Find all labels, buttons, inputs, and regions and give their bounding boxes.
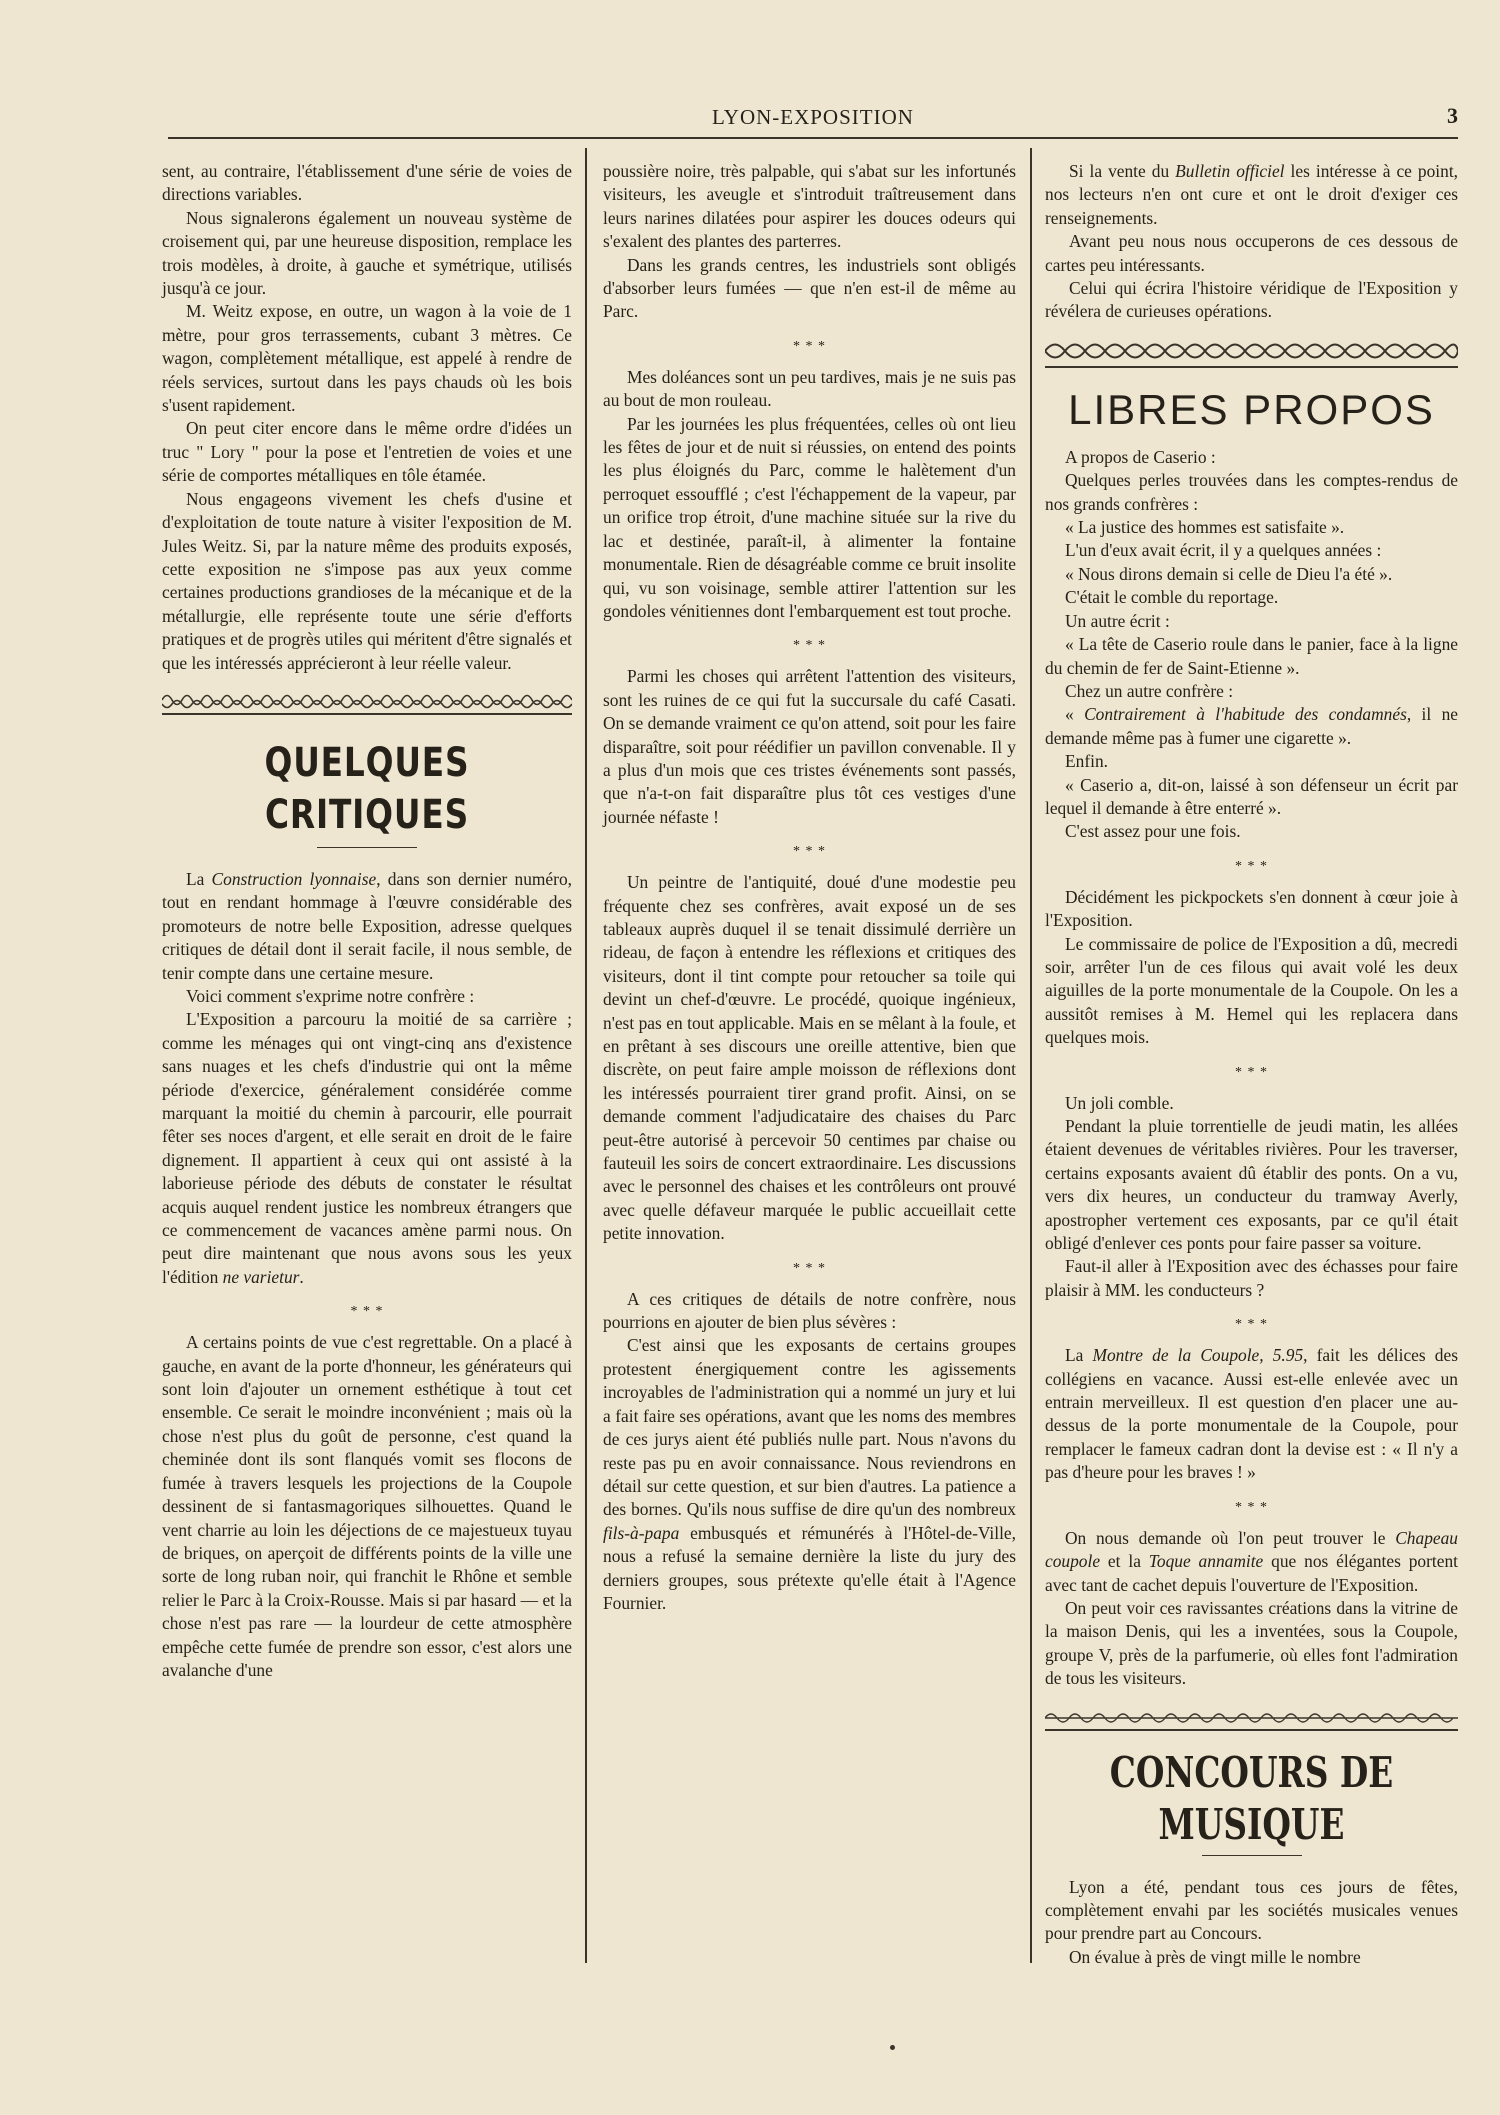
paragraph: A ces critiques de détails de notre confrère, nous pourrions en ajouter de bien plus sévères : (603, 1288, 1016, 1333)
paragraph: Le commissaire de police de l'Exposition a dû, mecredi soir, arrêter l'un de ces filous qui avait volé les deux aiguilles de la porte monumentale de la Coupole. On les a aussitôt remises à M. Hemel qui les replacera dans quelques mois. (1045, 933, 1458, 1048)
asterism: * * * (793, 338, 826, 354)
paragraph: On nous demande où l'on peut trouver le Chapeau coupole et la Toque annamite que nos élégantes portent avec tant de cachet depuis l'ouverture de l'Exposition. (1045, 1527, 1458, 1595)
section-title-concours-de-musique: CONCOURS DE MUSIQUE (1109, 1747, 1394, 1849)
paragraph: Nous engageons vivement les chefs d'usine et d'exploitation de toute nature à visiter l'exposition de M. Jules Weitz. Si, par la nature même des produits exposés, cette exposition ne s'impose pas aux yeux comme certaines productions grandioses de la mécanique et de la métallurgie, elle représente toute une série d'efforts pratiques et de progrès utiles qui méritent d'être signalés et que les intéressés apprécieront à leur réelle valeur. (162, 488, 572, 673)
paragraph: Un peintre de l'antiquité, doué d'une modestie peu fréquente chez ses confrères, avait exposé un de ses tableaux auprès duquel il se tenait dissimulé derrière un rideau, de façon à entendre les réflexions et critiques des visiteurs, dont il tint compte pour retoucher sa toile qui devint un chef-d'œuvre. Le procédé, quoique ingénieux, n'est pas en tout applicable. Mais en se mêlant à la foule, et en prêtant à ses discours une oreille attentive, bien que discrète, on peut faire ample moisson de réflexions dont les intéressés pourraient tirer grand profit. Ainsi, on se demande comment l'adjudicataire des chaises du Parc peut-être autorisé à percevoir 50 centimes par chaise ou fauteuil les soirs de concert extraordinaire. Les discussions avec le personnel des chaises et les contrôleurs ont prouvé avec quelle défaveur marquée le public accueillait cette petite innovation. (603, 872, 1016, 1244)
paragraph: « La justice des hommes est satisfaite ». (1065, 517, 1345, 538)
paragraph: On évalue à près de vingt mille le nombre (1069, 1946, 1361, 1967)
paragraph: A certains points de vue c'est regrettable. On a placé à gauche, en avant de la porte d'honneur, les générateurs qui sont loin d'ajouter un ornement esthétique à tout cet ensemble. Ce serait le moindre inconvénient ; mais où la chose n'est plus du goût de personne, c'est quand la cheminée dont ils sont flanqués vomit ses flocons de fumée à travers lesquels les projections de la Coupole dessinent de si fantasmagoriques silhouettes. Quand le vent charrie au loin les déjections de ce majestueux tuyau de briques, on aperçoit de différents points de la ville une sorte de long ruban noir, qui franchit le Rhône et semble relier le Parc à la Croix-Rousse. Mais si par hasard — et la chose n'est pas rare — la lourdeur de cette atmosphère empêche cette fumée de prendre son essor, c'est alors une avalanche d'une (162, 1332, 572, 1680)
column-2 (603, 160, 1016, 1615)
paragraph: La Montre de la Coupole, 5.95, fait les délices des collégiens en vacance. Aussi est-elle enlevée avec un entrain merveilleux. Il est question d'en placer une au-dessus de la porte monumentale de la Coupole, pour remplacer le fameux cadran dont la devise est : « Il n'y a pas d'heure pour les braves ! » (1045, 1345, 1458, 1483)
ornament-divider (1045, 1709, 1458, 1731)
paragraph: Quelques perles trouvées dans les comptes-rendus de nos grands confrères : (1045, 470, 1458, 514)
column-3 (1045, 160, 1458, 1969)
paragraph: Par les journées les plus fréquentées, celles où ont lieu les fêtes de jour et de nuit si réussies, on entend des points les plus éloignés du Parc, comme le halètement d'un perroquet essoufflé ; c'est l'échappement de la vapeur, par un orifice trop étroit, d'une machine située sur la rive du lac et destinée, paraît-il, à alimenter la fontaine monumentale. Rien de désagréable comme ce bruit insolite qui, vu son voisinage, semble attirer l'attention sur les gondoles vénitiennes dont l'embarquement est tout proche. (603, 413, 1016, 621)
paragraph: La Construction lyonnaise, dans son dernier numéro, tout en rendant hommage à l'œuvre considérable des promoteurs de notre belle Exposition, adresse quelques critiques de détail dont il serait facile, il nous semble, de tenir compte dans une certaine mesure. (162, 868, 572, 983)
paragraph: On peut citer encore dans le même ordre d'idées un truc " Lory " pour la pose et l'entretien de voies et une série de comportes métalliques en tôle étamée. (162, 418, 572, 486)
running-head (168, 103, 1458, 139)
asterism: * * * (1235, 1499, 1268, 1515)
paragraph: Un joli comble. (1065, 1092, 1174, 1113)
paragraph: C'est ainsi que les exposants de certains groupes protestent énergiquement contre les agissements incroyables de l'administration qui a nommé un jury et lui a fait faire ses opérations, avant que les noms des membres de ces jurys aient été publiés nulle part. Nous n'avons du reste pas pu en avoir connaissance. Nous reviendrons en détail sur cette question, et sur bien d'autres. La patience a des bornes. Qu'ils nous suffise de dire qu'un des nombreux fils-à-papa embusqués et rémunérés à l'Hôtel-de-Ville, nous a refusé la semaine dernière la liste du jury des derniers groupes, sous prétexte qu'elle était à l'Agence Fournier. (603, 1335, 1016, 1613)
paragraph: Celui qui écrira l'histoire véridique de l'Exposition y révélera de curieuses opérations. (1045, 278, 1458, 322)
ink-speck (890, 2045, 895, 2050)
section-title-quelques-critiques: QUELQUES CRITIQUES (264, 739, 470, 838)
paragraph: Dans les grands centres, les industriels sont obligés d'absorber leurs fumées — que n'en est-il de même au Parc. (603, 254, 1016, 322)
asterism: * * * (793, 1260, 826, 1276)
ornament-divider (162, 689, 572, 715)
paragraph: sent, au contraire, l'établissement d'une série de voies de directions variables. (162, 161, 572, 205)
section-title-libres-propos: LIBRES PROPOS (1068, 385, 1435, 433)
paragraph: Un autre écrit : (1065, 610, 1170, 631)
paragraph: poussière noire, très palpable, qui s'abat sur les infortunés visiteurs, les aveugle et s'introduit traîtreusement dans leurs narines dilatées pour aspirer les douces odeurs qui s'exalent des plantes des parterres. (603, 161, 1016, 252)
paragraph: L'un d'eux avait écrit, il y a quelques années : (1065, 540, 1382, 561)
title-underline (1202, 1855, 1302, 1856)
paragraph: « Caserio a, dit-on, laissé à son défenseur un écrit par lequel il demande à être enterré ». (1045, 774, 1458, 818)
paragraph: Nous signalerons également un nouveau système de croisement qui, par une heureuse disposition, remplace les trois modèles, à droite, à gauche et symétrique, utilisés jusqu'à ce jour. (162, 207, 572, 299)
paragraph: M. Weitz expose, en outre, un wagon à la voie de 1 mètre, pour gros terrassements, cubant 3 mètres. Ce wagon, complètement métallique, est appelé à rendre de réels services, surtout dans les pays chauds où les bois s'usent rapidement. (162, 301, 572, 416)
paragraph: Décidément les pickpockets s'en donnent à cœur joie à l'Exposition. (1045, 886, 1458, 931)
paragraph: Lyon a été, pendant tous ces jours de fêtes, complètement envahi par les sociétés musicales venues pour prendre part au Concours. (1045, 1876, 1458, 1944)
paragraph: Enfin. (1065, 751, 1108, 772)
paragraph: A propos de Caserio : (1065, 446, 1216, 467)
paragraph: « Contrairement à l'habitude des condamnés, il ne demande même pas à fumer une cigarette ». (1045, 704, 1459, 748)
paragraph: L'Exposition a parcouru la moitié de sa carrière ; comme les ménages qui ont vingt-cinq ans d'existence sans nuages et les chefs d'industrie qui ont la même période d'exercice, généralement considérée comme marquant la moitié du chemin à parcourir, elle pourrait fêter ses noces d'argent, et elle serait en droit de le faire dignement. Il appartient à ceux qui ont assisté à la laborieuse période des débuts de constater le résultat acquis auquel rendent justice les nombreux étrangers que ce commencement de vacances amène parmi nous. On peut dire maintenant que nous avons sous les yeux l'édition ne varietur. (162, 1009, 572, 1287)
newspaper-title: LYON-EXPOSITION (712, 105, 914, 129)
column-1 (162, 160, 572, 1682)
paragraph: On peut voir ces ravissantes créations dans la vitrine de la maison Denis, qui les a inventées, sous la Coupole, groupe V, près de la parfumerie, où elles font l'admiration de tous les visiteurs. (1045, 1597, 1458, 1689)
paragraph: « Nous dirons demain si celle de Dieu l'a été ». (1065, 563, 1393, 584)
asterism: * * * (793, 638, 826, 654)
ornament-divider (1045, 338, 1458, 368)
paragraph: Si la vente du Bulletin officiel les intéresse à ce point, nos lecteurs n'en ont cure et ont le droit d'exiger ces renseignements. (1045, 161, 1459, 228)
asterism: * * * (793, 844, 826, 860)
asterism: * * * (350, 1304, 384, 1320)
asterism: * * * (1235, 1064, 1268, 1080)
asterism: * * * (1235, 1317, 1268, 1333)
paragraph: C'est assez pour une fois. (1065, 821, 1241, 842)
paragraph: Voici comment s'exprime notre confrère : (186, 985, 475, 1006)
paragraph: Parmi les choses qui arrêtent l'attention des visiteurs, sont les ruines de ce qui fut la succursale du café Casati. On se demande vraiment ce qu'on attend, soit pour les faire disparaître, soit pour réédifier un pavillon convenable. Il y a plus d'un mois que ces tristes événements sont passés, que n'a-t-on fait disparaître plus tôt ces vestiges d'une journée néfaste ! (603, 666, 1016, 827)
paragraph: « La tête de Caserio roule dans le panier, face à la ligne du chemin de fer de Saint-Etienne ». (1045, 634, 1458, 678)
title-underline (317, 847, 417, 848)
paragraph: Chez un autre confrère : (1065, 680, 1234, 701)
column-rule-1 (585, 148, 587, 1963)
asterism: * * * (1235, 858, 1268, 874)
paragraph: Mes doléances sont un peu tardives, mais je ne suis pas au bout de mon rouleau. (603, 366, 1016, 411)
paragraph: Faut-il aller à l'Exposition avec des échasses pour faire plaisir à MM. les conducteurs ? (1045, 1256, 1458, 1300)
column-rule-2 (1030, 148, 1032, 1963)
paragraph: Avant peu nous nous occuperons de ces dessous de cartes peu intéressants. (1045, 231, 1458, 275)
paragraph: Pendant la pluie torrentielle de jeudi matin, les allées étaient devenues de véritables rivières. Pour les traverser, certains exposants avaient dû établir des ponts. On a vu, vers dix heures, un conducteur du tramway Averly, apostropher vertement ces exposants, par ce qu'il était obligé d'enlever ces ponts pour faire passer sa voiture. (1045, 1116, 1458, 1254)
page-number: 3 (1447, 103, 1458, 128)
paragraph: C'était le comble du reportage. (1065, 587, 1279, 608)
